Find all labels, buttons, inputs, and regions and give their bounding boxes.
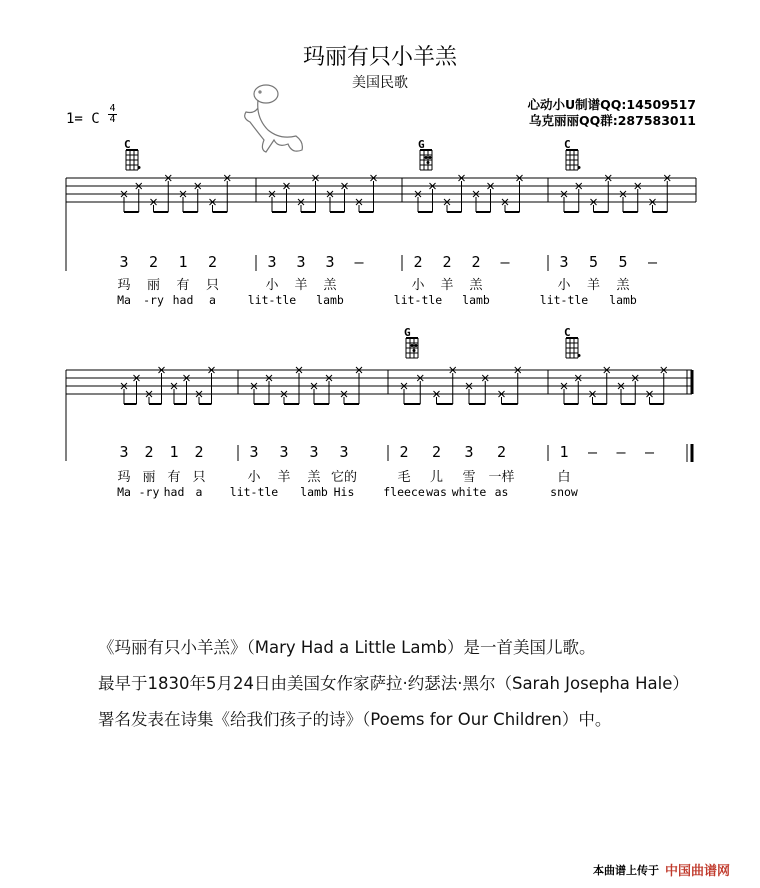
jianpu-note: 1 [169,443,179,461]
footer [593,860,730,879]
lyric-english: lit-tle [393,293,443,307]
lyric-english: lamb [316,293,344,307]
chord-finger-dot [415,344,418,347]
footer-text: 本曲谱上传于 [592,863,659,877]
song-title: 玛丽有只小羊羔 [302,45,457,70]
chord-name: C [564,138,571,151]
lyric-chinese: 小 [411,278,425,293]
lyric-english: as [494,485,509,499]
jianpu-note: 3 [464,443,474,461]
jianpu-note: 2 [431,443,442,461]
lyric-chinese: 小 [265,278,279,293]
lyric-chinese: 羔 [616,278,630,293]
lyric-english: had [172,293,194,307]
lyric-english: fleece [383,485,425,499]
jianpu-note: 2 [471,253,481,271]
jianpu-note: 3 [559,253,569,271]
jianpu-note: 2 [207,253,218,271]
jianpu-note: 1 [178,253,188,271]
lyric-chinese: 它的 [330,470,358,485]
lyric-chinese: 羊 [277,470,291,485]
lyric-english: His [333,485,355,499]
jianpu-note: 3 [267,253,277,271]
lyric-chinese: 儿 [429,470,444,485]
chord-finger-dot [413,349,416,352]
jianpu-note: 2 [399,443,409,461]
jianpu-note: 3 [296,253,306,271]
chord-name: C [124,138,131,151]
lyric-english: was [426,485,447,499]
chord-name: G [404,326,411,339]
description-line: 最早于1830年5月24日由美国女作家萨拉·约瑟法·黑尔（Sarah Josepha Hale） [98,674,689,693]
lyric-english: a [209,293,216,307]
jianpu-note: 3 [249,443,259,461]
time-sig-bottom: 4 [109,114,116,125]
lyric-english: lit-tle [247,293,297,307]
lyric-english: white [451,485,487,499]
chord-name: G [418,138,425,151]
jianpu-note: 3 [325,253,335,271]
lyric-chinese: 羊 [586,278,601,293]
lyric-chinese: 毛 [397,470,411,485]
description-line: 署名发表在诗集《给我们孩子的诗》（Poems for Our Children）中。 [98,710,612,729]
jianpu-note: 2 [194,443,204,461]
jianpu-note: – [587,443,598,461]
credit-line: 乌克丽丽QQ群:287583011 [528,113,696,128]
lyric-chinese: 小 [247,470,261,485]
time-sig-top: 4 [109,103,116,114]
jianpu-note: – [644,443,655,461]
lyric-chinese: 羔 [323,278,337,293]
jianpu-note: 1 [559,443,569,461]
chord-finger-dot [411,344,414,347]
lyric-chinese: 丽 [146,278,161,293]
lyric-english: -ry [138,485,160,499]
lyric-english: lamb [609,293,637,307]
jianpu-note: – [616,443,626,461]
jianpu-note: 2 [148,253,159,271]
lyric-chinese: 羔 [307,470,321,485]
lyric-chinese: 玛 [117,278,131,293]
description-line: 《玛丽有只小羊羔》（Mary Had a Little Lamb）是一首美国儿歌。 [98,638,596,657]
key-signature: 1= C [66,111,100,127]
song-description [98,630,689,738]
lyric-chinese: 只 [205,278,220,293]
lyric-chinese: 白 [557,470,571,485]
jianpu-note: 2 [413,253,423,271]
lyric-chinese: 只 [192,470,206,485]
jianpu-note: 2 [442,253,452,271]
lyric-chinese: 小 [557,278,571,293]
jianpu-note: 3 [309,443,319,461]
jianpu-note: – [500,253,510,271]
jianpu-note: 2 [496,443,507,461]
lyric-chinese: 玛 [117,470,131,485]
lyric-english: lit-tle [229,485,279,499]
lyric-english: lit-tle [539,293,589,307]
lyric-chinese: 羔 [469,278,483,293]
lyric-chinese: 有 [176,278,190,293]
lyric-chinese: 羊 [440,278,454,293]
jianpu-note: 5 [618,253,628,271]
chord-name: C [564,326,571,339]
lyric-english: a [195,485,203,499]
lyric-chinese: 雪 [462,470,476,485]
jianpu-note: – [647,253,658,271]
jianpu-note: 3 [119,253,129,271]
lyric-english: lamb [300,485,328,499]
lyric-english: snow [550,485,578,499]
lyric-english: had [163,485,185,499]
lyric-chinese: 有 [167,470,181,485]
jianpu-note: 3 [119,443,129,461]
credit-line: 心动小U制谱QQ:14509517 [527,97,696,112]
jianpu-note: 5 [588,253,599,271]
jianpu-note: 3 [279,443,289,461]
jianpu-note: 3 [339,443,349,461]
lyric-chinese: 羊 [294,278,308,293]
lyric-english: Ma [117,485,131,499]
lyric-english: Ma [117,293,131,307]
lyric-chinese: 一样 [488,470,515,485]
chord-finger-dot [578,354,581,357]
lyric-chinese: 丽 [142,470,156,485]
lyric-english: lamb [462,293,490,307]
jianpu-note: 2 [144,443,154,461]
site-logo[interactable]: 中国曲谱网 [664,864,730,879]
song-subtitle: 美国民歌 [352,75,408,91]
lyric-english: -ry [143,293,164,307]
jianpu-note: – [354,253,364,271]
